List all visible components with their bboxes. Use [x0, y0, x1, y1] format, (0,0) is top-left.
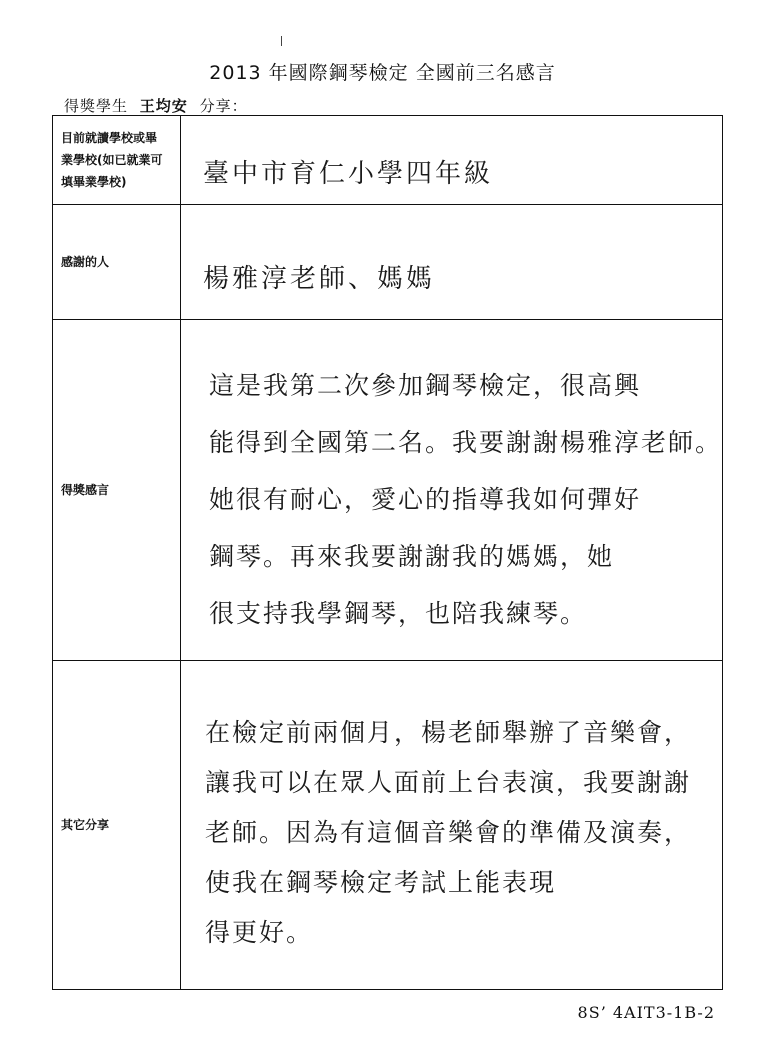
- page-title: 2013 年國際鋼琴檢定 全國前三名感言: [209, 62, 556, 84]
- label-line: 其它分享: [61, 818, 110, 832]
- value-thanks: [180, 205, 722, 320]
- value-school: [180, 116, 722, 205]
- label-line: 目前就讀學校或畢: [61, 131, 158, 145]
- handwritten-line: 得更好。: [204, 918, 313, 947]
- value-other: [180, 661, 722, 990]
- form-code: 8S’ 4AIT3-1B-2: [577, 1003, 715, 1022]
- form-table: [52, 115, 723, 990]
- handwritten-line: 在檢定前兩個月，楊老師舉辦了音樂會，: [204, 718, 691, 747]
- student-prefix: 得獎學生: [64, 97, 129, 115]
- label-line: 得獎感言: [61, 483, 110, 497]
- student-suffix: 分享：: [199, 97, 248, 115]
- student-name: 王均安: [139, 97, 188, 115]
- row-other: [53, 661, 723, 990]
- row-thanks: [53, 205, 723, 320]
- label-remarks: [53, 320, 181, 661]
- handwritten-line: 能得到全國第二名。我要謝謝楊雅淳老師。: [208, 427, 722, 457]
- value-remarks: [180, 320, 722, 661]
- row-school: [53, 116, 723, 205]
- label-other: [53, 661, 181, 990]
- label-line: 業學校(如已就業可: [61, 153, 163, 167]
- handwritten-line: 這是我第二次參加鋼琴檢定，很高興: [208, 370, 641, 400]
- row-remarks: [53, 320, 723, 661]
- label-line: 感謝的人: [61, 255, 110, 269]
- handwritten-line: 使我在鋼琴檢定考試上能表現: [204, 868, 556, 897]
- handwritten-line: 她很有耐心，愛心的指導我如何彈好: [208, 484, 641, 514]
- handwritten-line: 很支持我學鋼琴，也陪我練琴。: [208, 598, 587, 628]
- handwritten-line: 老師。因為有這個音樂會的準備及演奏，: [204, 818, 691, 847]
- scan-mark: [281, 36, 282, 46]
- handwritten-school: 臺中市育仁小學四年級: [202, 158, 493, 189]
- label-school: [53, 116, 181, 205]
- label-thanks: [53, 205, 181, 320]
- handwritten-line: 讓我可以在眾人面前上台表演，我要謝謝: [204, 768, 691, 797]
- student-line: [64, 95, 248, 116]
- handwritten-line: 鋼琴。再來我要謝謝我的媽媽，她: [208, 541, 614, 571]
- handwritten-thanks: 楊雅淳老師、媽媽: [202, 263, 435, 294]
- label-line: 填畢業學校): [61, 175, 127, 189]
